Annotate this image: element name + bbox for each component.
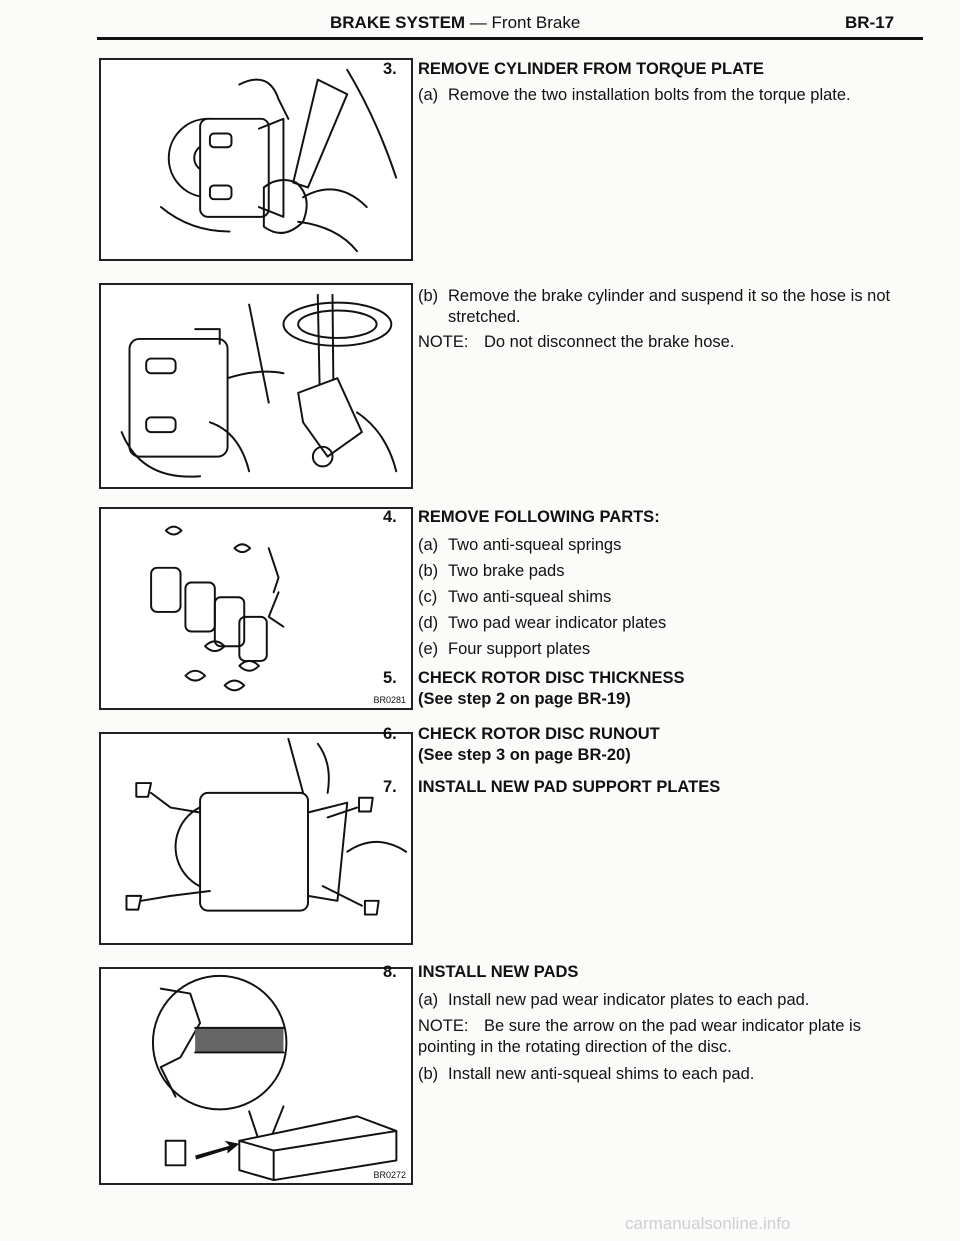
item-label: (b) [418, 562, 439, 580]
item-text: Remove the brake cylinder and suspend it so the hose is not stretched. [448, 287, 891, 326]
wear-indicator-illustration [101, 969, 411, 1183]
item-text: Remove the two installation bolts from the torque plate. [448, 86, 851, 104]
step-reference: (See step 3 on page BR-20) [418, 746, 631, 764]
item-label: (a) [418, 536, 439, 554]
step-number: 4. [383, 508, 397, 526]
item-text: Two anti-squeal shims [448, 588, 612, 606]
note-label: NOTE: [418, 1017, 469, 1035]
figure-pad-parts [99, 507, 413, 710]
figure-support-plates [99, 732, 413, 945]
figure-code: BR0281 [373, 695, 406, 705]
step-number: 6. [383, 725, 397, 743]
section-title-rest: — Front Brake [465, 13, 581, 32]
item-text: Install new anti-squeal shims to each pad. [448, 1065, 755, 1083]
figure-code: BR0272 [373, 1170, 406, 1180]
header-rule [97, 37, 923, 40]
step-number: 8. [383, 963, 397, 981]
item-text: Two pad wear indicator plates [448, 614, 667, 632]
note-text: Do not disconnect the brake hose. [484, 333, 735, 351]
section-title [330, 13, 580, 33]
step-number: 5. [383, 669, 397, 687]
figure-remove-bolts [99, 58, 413, 261]
item-label: (b) [418, 1065, 439, 1083]
item-label: (a) [418, 86, 439, 104]
item-label: (e) [418, 640, 439, 658]
item-label: (b) [418, 287, 439, 305]
watermark: carmanualsonline.info [625, 1214, 791, 1233]
step-title: REMOVE FOLLOWING PARTS: [418, 508, 660, 526]
item-label: (c) [418, 588, 438, 606]
step-reference: (See step 2 on page BR-19) [418, 690, 631, 708]
figure-suspend-cylinder [99, 283, 413, 489]
note-text: Be sure the arrow on the pad wear indicator plate is pointing in the rotating direction of the disc. [418, 1017, 861, 1056]
step-title: INSTALL NEW PADS [418, 963, 579, 981]
item-text: Install new pad wear indicator plates to each pad. [448, 991, 810, 1009]
step-number: 3. [383, 60, 397, 78]
item-label: (d) [418, 614, 439, 632]
step-number: 7. [383, 778, 397, 796]
item-text: Two brake pads [448, 562, 565, 580]
support-plates-illustration [101, 734, 411, 943]
step-8-note [418, 1016, 918, 1058]
step-title: CHECK ROTOR DISC RUNOUT [418, 725, 660, 743]
item-label: (a) [418, 991, 439, 1009]
caliper-wrench-illustration [101, 60, 411, 259]
step-3-note [418, 332, 918, 353]
step-title: CHECK ROTOR DISC THICKNESS [418, 669, 685, 687]
item-text: Four support plates [448, 640, 591, 658]
step-title: REMOVE CYLINDER FROM TORQUE PLATE [418, 60, 764, 78]
note-label: NOTE: [418, 333, 469, 351]
step-title: INSTALL NEW PAD SUPPORT PLATES [418, 778, 721, 796]
item-text: Two anti-squeal springs [448, 536, 622, 554]
figure-wear-indicator [99, 967, 413, 1185]
page-number: BR-17 [845, 13, 895, 32]
section-title-bold: BRAKE SYSTEM [330, 13, 466, 32]
pad-parts-exploded-illustration [101, 509, 411, 708]
cylinder-suspend-illustration [101, 285, 411, 487]
